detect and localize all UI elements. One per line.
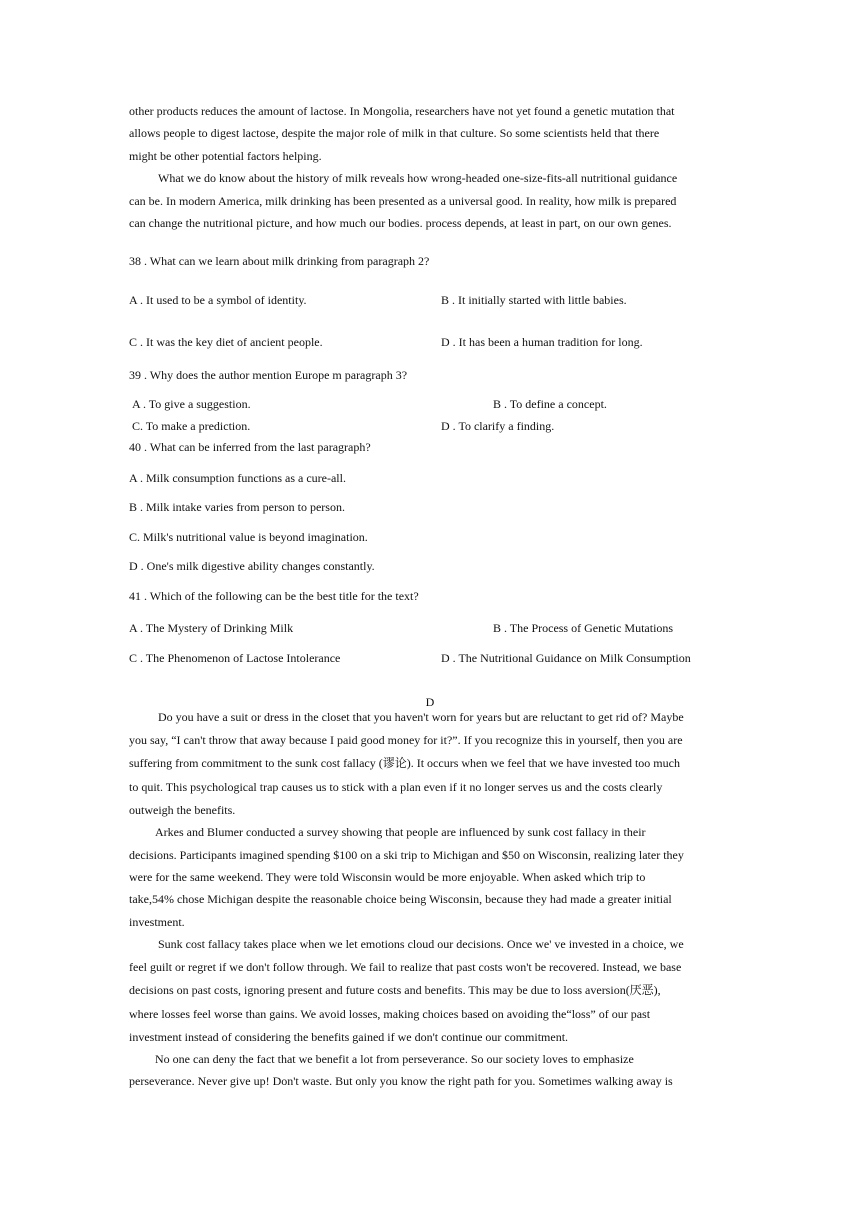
passage-line: No one can deny the fact that we benefit a lot from perseverance. So our society loves to emphasize (155, 1052, 634, 1066)
option-c: C. Milk's nutritional value is beyond imagination. (129, 530, 368, 544)
option-a: A . The Mystery of Drinking Milk (129, 621, 294, 635)
passage-line: other products reduces the amount of lactose. In Mongolia, researchers have not yet found a genetic mutation that (129, 104, 675, 118)
passage-line: Arkes and Blumer conducted a survey showing that people are influenced by sunk cost fallacy in their (155, 825, 646, 839)
passage-line: were for the same weekend. They were told Wisconsin would be more enjoyable. When asked which trip to (129, 870, 646, 884)
passage-line: suffering from commitment to the sunk cost fallacy (谬论). It occurs when we feel that we have invested too much (129, 756, 680, 770)
passage-line: decisions. Participants imagined spending $100 on a ski trip to Michigan and $50 on Wisconsin, realizing later they (129, 848, 684, 862)
option-a: A . To give a suggestion. (132, 397, 251, 411)
question-stem: 39 . Why does the author mention Europe m paragraph 3? (129, 368, 408, 382)
option-a: A . It used to be a symbol of identity. (129, 293, 307, 307)
passage-line: can change the nutritional picture, and how much our bodies. process depends, at least in part, on our own genes. (129, 216, 672, 230)
option-c: C. To make a prediction. (132, 419, 251, 433)
question-stem: 38 . What can we learn about milk drinking from paragraph 2? (129, 254, 430, 268)
option-b: B . To define a concept. (493, 397, 607, 411)
option-c: C . It was the key diet of ancient people. (129, 335, 323, 349)
option-d: D . The Nutritional Guidance on Milk Consumption (441, 651, 691, 665)
passage-line: perseverance. Never give up! Don't waste. But only you know the right path for you. Sometimes walking away is (129, 1074, 673, 1088)
passage-heading: D (425, 695, 435, 709)
passage-line: Sunk cost fallacy takes place when we let emotions cloud our decisions. Once we' ve invested in a choice, we (158, 937, 684, 951)
passage-line: What we do know about the history of milk reveals how wrong-headed one-size-fits-all nutritional guidance (158, 171, 678, 185)
option-a: A . Milk consumption functions as a cure-all. (129, 471, 346, 485)
option-b: B . The Process of Genetic Mutations (493, 621, 674, 635)
option-c: C . The Phenomenon of Lactose Intolerance (129, 651, 341, 665)
option-d: D . One's milk digestive ability changes constantly. (129, 559, 375, 573)
question-stem: 40 . What can be inferred from the last paragraph? (129, 440, 371, 454)
option-b: B . Milk intake varies from person to person. (129, 500, 345, 514)
passage-line: take,54% chose Michigan despite the reasonable choice being Wisconsin, because they had made a greater initial (129, 892, 672, 906)
passage-line: to quit. This psychological trap causes us to stick with a plan even if it no longer serves us and the costs clearly (129, 780, 663, 794)
passage-line: where losses feel worse than gains. We avoid losses, making choices based on avoiding the“loss” of our past (129, 1007, 651, 1021)
passage-line: feel guilt or regret if we don't follow through. We fail to realize that past costs won't be recovered. Instead, we base (129, 960, 682, 974)
passage-line: might be other potential factors helping. (129, 149, 322, 163)
passage-line: outweigh the benefits. (129, 803, 236, 817)
passage-line: can be. In modern America, milk drinking has been presented as a universal good. In reality, how milk is prepared (129, 194, 677, 208)
passage-line: investment instead of considering the benefits gained if we don't continue our commitment. (129, 1030, 569, 1044)
passage-line: investment. (129, 915, 185, 929)
passage-line: decisions on past costs, ignoring present and future costs and benefits. This may be due to loss aversion(厌恶), (129, 983, 661, 997)
question-stem: 41 . Which of the following can be the best title for the text? (129, 589, 419, 603)
option-b: B . It initially started with little babies. (441, 293, 627, 307)
passage-line: you say, “I can't throw that away because I paid good money for it?”. If you recognize this in yourself, then you are (129, 733, 683, 747)
option-d: D . To clarify a finding. (441, 419, 555, 433)
option-d: D . It has been a human tradition for long. (441, 335, 643, 349)
passage-line: allows people to digest lactose, despite the major role of milk in that culture. So some scientists held that there (129, 126, 660, 140)
passage-line: Do you have a suit or dress in the closet that you haven't worn for years but are reluctant to get rid of? Maybe (158, 710, 684, 724)
